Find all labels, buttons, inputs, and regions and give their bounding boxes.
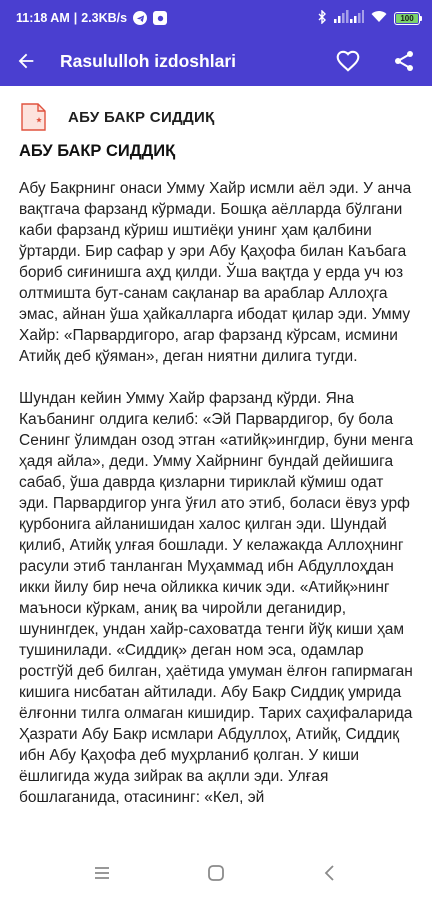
signal-icon xyxy=(334,10,364,26)
share-icon xyxy=(392,49,416,73)
network-speed: 2.3KB/s xyxy=(81,11,128,25)
back-button[interactable] xyxy=(0,36,52,86)
telegram-icon xyxy=(133,11,147,25)
home-icon xyxy=(207,864,225,882)
app-bar xyxy=(0,36,432,86)
section-label: АБУ БАКР СИДДИҚ xyxy=(68,108,215,126)
battery-icon xyxy=(394,12,422,25)
app-title: Rasululloh izdoshlari xyxy=(60,50,236,71)
arrow-back-icon xyxy=(15,50,37,72)
status-left xyxy=(16,11,167,25)
nav-back-button[interactable] xyxy=(312,855,348,891)
nav-back-icon xyxy=(323,864,337,882)
app-actions xyxy=(320,36,432,86)
heart-outline-icon xyxy=(335,48,361,74)
article-content[interactable] xyxy=(0,86,432,846)
recents-icon xyxy=(93,865,111,881)
nav-home-button[interactable] xyxy=(198,855,234,891)
share-button[interactable] xyxy=(376,36,432,86)
status-separator: | xyxy=(73,11,78,25)
article-paragraph: Абу Бакрнинг онаси Умму Хайр исмли аёл эди. У анча вақтгача фарзанд кўрмади. Бошқа аёлларда бўлгани каби фарзанд кўриш иштиёқи унинг ҳам қалбини ўртарди. Бир сафар у эри Абу Қаҳофа билан Каъбага бориб сиғинишга аҳд қилди. Ўша вақтда у ерда уч юз олтмишта бут-санам сақланар ва араблар Аллоҳга эмас, айнан ўша ҳайкалларга ибодат қилар эди. Умму Хайр: «Парвардигоро, агар фарзанд кўрсам, исмини Атийқ деб қўяман», деган ниятни дилига тугди. xyxy=(19,180,412,365)
status-right xyxy=(317,10,422,27)
article-paragraph: Шундан кейин Умму Хайр фарзанд кўрди. Яна Каъбанинг олдига келиб: «Эй Парвардигор, бу бола Сенинг ўлимдан озод этган «атийқ»ингдир, буни менга ҳадя айла», деди. Умму Хайрнинг бундай дейишига сабаб, ўша даврда қизларни тириклай кўмиш одат эди. Парвардигор унга ўғил ато этиб, боласи ёвуз урф қурбонига айланишидан халос қилган эди. Шундай қилиб, Атийқ улғая бошлади. У келажакда Аллоҳнинг расули этиб танланган Муҳаммад ибн Абдуллоҳдан икки йилу бир неча ойликка кичик эди. «Атийқ»нинг маъноси кўркам, аниқ ва чиройли деганидир, шунингдек, ундан хайр-саховатда тенги йўқ киши ҳам тушинилади. «Сиддиқ» деган ном эса, одамлар ростгўй деб билган, ҳаётида умуман ёлғон гапирмаган кишига нисбатан айтилади. Абу Бакр Сиддиқ умрида ёлғонни тилга олмаган кишидир. Тарих саҳифаларида Ҳазрати Абу Бакр исмлари Абдуллоҳ, Атийқ, Сиддиқ ибн Абу Қаҳофа деб муҳрланиб қолган. У киши ёшлигида жуда зийрак ва ақлли эди. Улғая бошлаганида, отасининг: «Кел, эй xyxy=(19,390,414,806)
article-title: АБУ БАКР СИДДИҚ xyxy=(19,142,176,160)
wifi-icon xyxy=(371,10,387,26)
status-bar xyxy=(0,0,432,36)
battery-level: 100 xyxy=(396,14,418,23)
bluetooth-icon xyxy=(317,10,327,27)
article-body xyxy=(0,161,432,808)
section-header xyxy=(0,86,432,148)
favorite-button[interactable] xyxy=(320,36,376,86)
nav-recents-button[interactable] xyxy=(84,855,120,891)
app-notification-icon xyxy=(153,11,167,25)
status-time: 11:18 AM xyxy=(16,11,70,25)
book-crescent-icon xyxy=(18,101,50,133)
system-nav-bar xyxy=(0,846,432,900)
